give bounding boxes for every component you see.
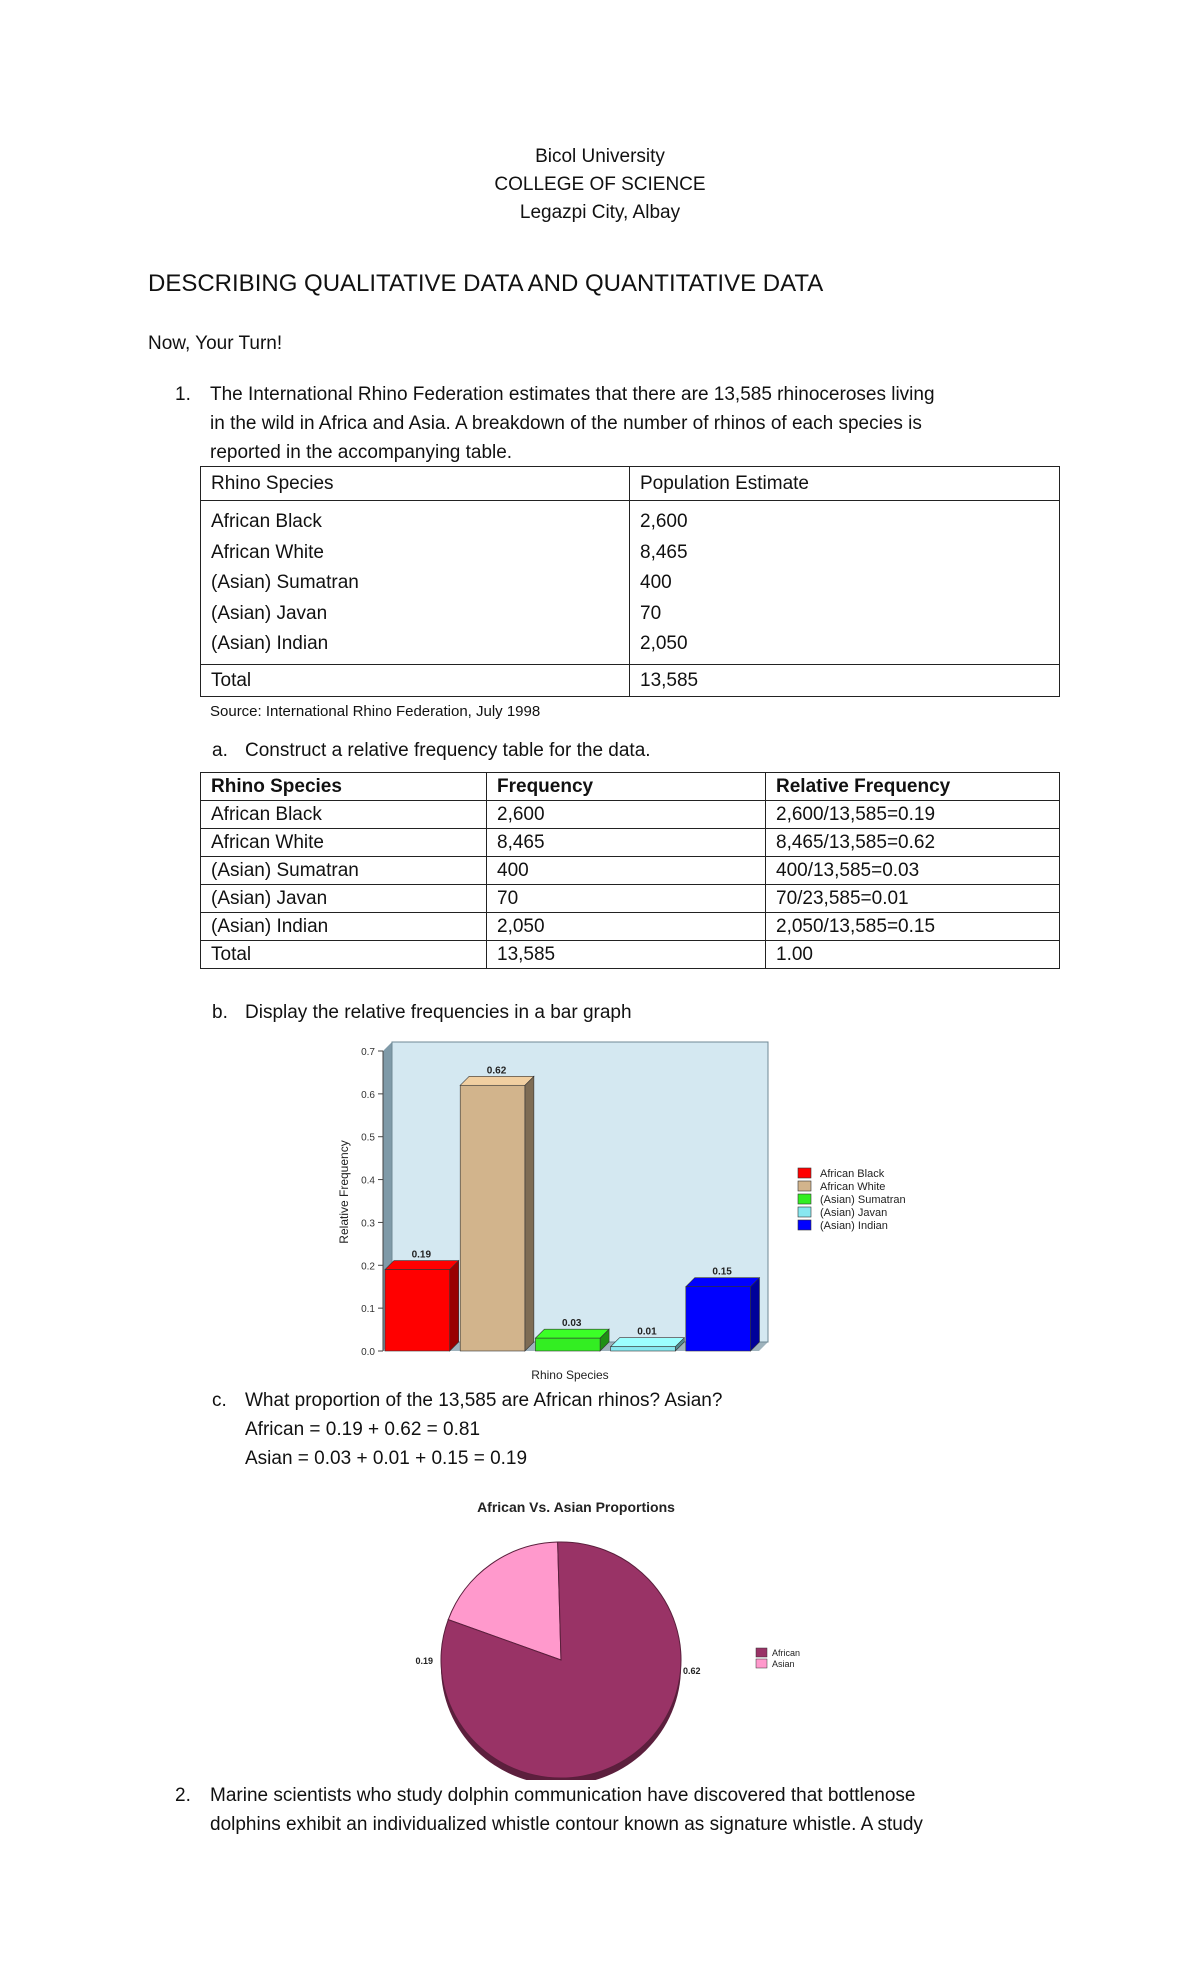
table1-species: African Black bbox=[211, 511, 322, 532]
table2-cell: 70 bbox=[487, 885, 766, 913]
bar-top bbox=[385, 1261, 459, 1270]
legend-swatch bbox=[798, 1181, 811, 1191]
legend-swatch bbox=[798, 1194, 811, 1204]
table2-cell: African White bbox=[201, 829, 487, 857]
legend-swatch bbox=[756, 1659, 767, 1668]
question-1-line-2: in the wild in Africa and Asia. A breakdown of the number of rhinos of each species is bbox=[210, 413, 922, 434]
legend-swatch bbox=[798, 1220, 811, 1230]
table-row bbox=[201, 913, 1060, 941]
table2-header-row bbox=[201, 773, 1060, 801]
college-name: COLLEGE OF SCIENCE bbox=[494, 174, 706, 195]
table2-cell: 1.00 bbox=[766, 941, 1060, 969]
part-b-text: Display the relative frequencies in a bar graph bbox=[245, 1002, 632, 1023]
population-table bbox=[200, 466, 1060, 697]
pie-label: 0.62 bbox=[683, 1666, 701, 1676]
table1-estimate: 2,600 bbox=[640, 511, 688, 532]
table-row bbox=[201, 801, 1060, 829]
bar-side bbox=[750, 1278, 759, 1351]
question-1-line-3: reported in the accompanying table. bbox=[210, 442, 513, 463]
table2-cell: 8,465 bbox=[487, 829, 766, 857]
part-b-label: b. bbox=[212, 1002, 228, 1023]
legend-label: African White bbox=[820, 1181, 886, 1193]
legend-swatch bbox=[798, 1168, 811, 1178]
legend-label: African bbox=[772, 1648, 801, 1658]
table2-cell: 400 bbox=[487, 857, 766, 885]
table-row bbox=[201, 885, 1060, 913]
table2-cell: 13,585 bbox=[487, 941, 766, 969]
bar-side bbox=[450, 1261, 459, 1351]
legend-label: (Asian) Indian bbox=[820, 1220, 888, 1232]
table1-species-cell bbox=[201, 501, 630, 665]
legend-label: (Asian) Sumatran bbox=[820, 1194, 906, 1206]
y-tick-label: 0.5 bbox=[361, 1132, 375, 1144]
part-c-african: African = 0.19 + 0.62 = 0.81 bbox=[245, 1419, 481, 1440]
question-2-number: 2. bbox=[175, 1785, 191, 1806]
relative-frequency-table bbox=[200, 772, 1060, 969]
part-c-asian: Asian = 0.03 + 0.01 + 0.15 = 0.19 bbox=[245, 1448, 528, 1469]
table2-cell: (Asian) Javan bbox=[201, 885, 487, 913]
table1-header-estimate: Population Estimate bbox=[630, 467, 1060, 501]
table2-cell: 70/23,585=0.01 bbox=[766, 885, 1060, 913]
table1-estimate: 8,465 bbox=[640, 541, 688, 563]
university-name: Bicol University bbox=[535, 146, 665, 167]
x-axis-title: Rhino Species bbox=[531, 1368, 609, 1382]
table-row bbox=[201, 857, 1060, 885]
legend-label: Asian bbox=[772, 1659, 795, 1669]
bar bbox=[385, 1270, 450, 1351]
table2-cell: 2,600/13,585=0.19 bbox=[766, 801, 1060, 829]
table-row bbox=[201, 941, 1060, 969]
y-tick-label: 0.7 bbox=[361, 1047, 375, 1058]
bar bbox=[611, 1347, 676, 1351]
table2-cell: 8,465/13,585=0.62 bbox=[766, 829, 1060, 857]
table1-total-label: Total bbox=[201, 665, 630, 697]
table1-estimate: 70 bbox=[640, 602, 662, 624]
y-tick-label: 0.3 bbox=[361, 1218, 375, 1230]
bar-value-label: 0.03 bbox=[562, 1318, 582, 1330]
table1-species: (Asian) Sumatran bbox=[211, 572, 359, 593]
table-row bbox=[201, 829, 1060, 857]
bar-value-label: 0.19 bbox=[411, 1249, 432, 1261]
document-title: DESCRIBING QUALITATIVE DATA AND QUANTITATIVE DATA bbox=[148, 270, 824, 297]
part-a-label: a. bbox=[212, 740, 228, 761]
table2-cell: (Asian) Sumatran bbox=[201, 857, 487, 885]
bar-value-label: 0.62 bbox=[486, 1065, 507, 1077]
table-source: Source: International Rhino Federation, July 1998 bbox=[210, 703, 541, 720]
y-axis-title: Relative Frequency bbox=[337, 1140, 351, 1244]
part-a-text: Construct a relative frequency table for the data. bbox=[245, 740, 651, 761]
bar bbox=[460, 1085, 525, 1351]
table2-cell: Total bbox=[201, 941, 487, 969]
table2-header-frequency: Frequency bbox=[487, 773, 766, 801]
bar-value-label: 0.15 bbox=[712, 1266, 732, 1278]
table2-cell: African Black bbox=[201, 801, 487, 829]
intro-text: Now, Your Turn! bbox=[148, 333, 283, 354]
table1-species: (Asian) Indian bbox=[211, 633, 329, 654]
legend-swatch bbox=[798, 1207, 811, 1217]
y-tick-label: 0.1 bbox=[361, 1304, 375, 1316]
table2-cell: 400/13,585=0.03 bbox=[766, 857, 1060, 885]
bar-side bbox=[525, 1076, 534, 1351]
part-c-label: c. bbox=[212, 1390, 227, 1411]
legend-swatch bbox=[756, 1648, 767, 1657]
relative-frequency-bar-chart bbox=[330, 1030, 950, 1385]
part-c-text: What proportion of the 13,585 are African rhinos? Asian? bbox=[245, 1390, 723, 1411]
question-2-line-2: dolphins exhibit an individualized whistle contour known as signature whistle. A study bbox=[210, 1814, 923, 1835]
bar-top bbox=[686, 1278, 760, 1287]
y-tick-label: 0.2 bbox=[361, 1261, 375, 1273]
table1-species: African White bbox=[211, 541, 324, 563]
pie-title: African Vs. Asian Proportions bbox=[477, 1499, 675, 1515]
bar bbox=[686, 1287, 751, 1351]
table1-estimate-cell bbox=[630, 501, 1060, 665]
bar-value-label: 0.01 bbox=[637, 1326, 657, 1338]
table2-header-relative: Relative Frequency bbox=[766, 773, 1060, 801]
table2-header-species: Rhino Species bbox=[201, 773, 487, 801]
table1-estimate: 400 bbox=[640, 572, 672, 593]
question-2-line-1: Marine scientists who study dolphin communication have discovered that bottlenose bbox=[210, 1785, 916, 1806]
y-tick-label: 0.6 bbox=[361, 1089, 375, 1101]
bar-top bbox=[460, 1076, 534, 1085]
table1-total-value: 13,585 bbox=[630, 665, 1060, 697]
bar-top bbox=[611, 1338, 685, 1347]
legend-label: (Asian) Javan bbox=[820, 1207, 888, 1219]
bar-top bbox=[535, 1329, 609, 1338]
y-tick-label: 0.0 bbox=[361, 1347, 375, 1358]
question-1-line-1: The International Rhino Federation estimates that there are 13,585 rhinoceroses living bbox=[210, 384, 935, 405]
question-1-number: 1. bbox=[175, 384, 191, 405]
table1-estimate: 2,050 bbox=[640, 633, 688, 654]
table1-species: (Asian) Javan bbox=[211, 602, 328, 624]
y-tick-label: 0.4 bbox=[361, 1175, 375, 1187]
bar bbox=[535, 1338, 600, 1351]
legend-label: African Black bbox=[820, 1168, 885, 1180]
table1-header-species: Rhino Species bbox=[201, 467, 630, 501]
location: Legazpi City, Albay bbox=[519, 202, 681, 223]
table2-cell: 2,600 bbox=[487, 801, 766, 829]
pie-label: 0.19 bbox=[415, 1656, 433, 1666]
african-asian-pie-chart bbox=[400, 1490, 820, 1780]
table2-cell: 2,050 bbox=[487, 913, 766, 941]
table2-cell: 2,050/13,585=0.15 bbox=[766, 913, 1060, 941]
table2-cell: (Asian) Indian bbox=[201, 913, 487, 941]
